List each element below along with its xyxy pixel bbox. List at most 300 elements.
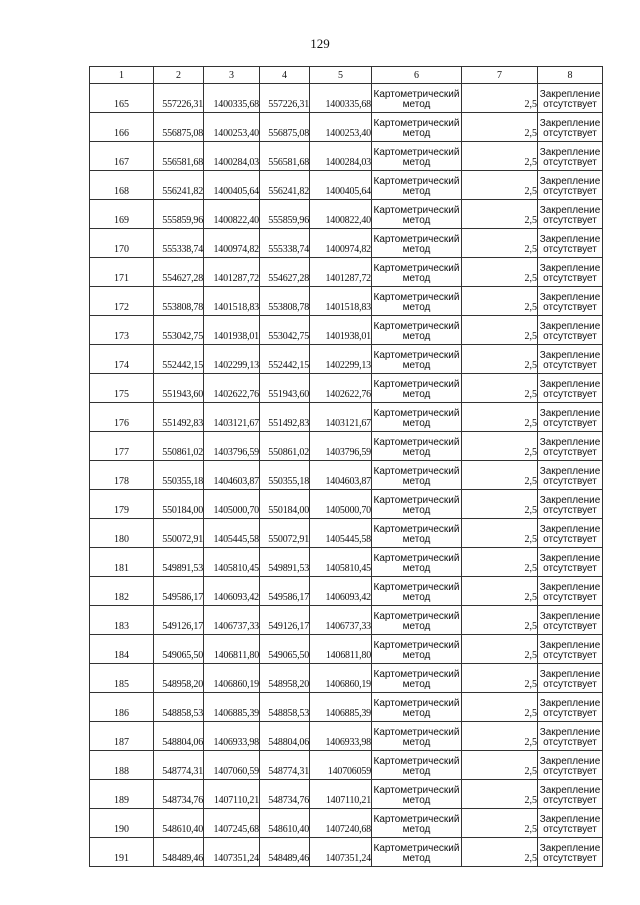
fixing-line-1: Закрепление (539, 669, 601, 680)
accuracy-cell: 2,5 (462, 780, 538, 809)
accuracy-cell: 2,5 (462, 693, 538, 722)
fixing-line-2: отсутствует (543, 766, 597, 777)
point-number: 188 (90, 751, 154, 780)
y-coordinate-cell-2: 1401938,01 (310, 316, 372, 345)
method-cell (372, 345, 462, 374)
y-coordinate-cell: 1401287,72 (204, 258, 260, 287)
accuracy-cell: 2,5 (462, 142, 538, 171)
accuracy-cell: 2,5 (462, 751, 538, 780)
accuracy-cell: 2,5 (462, 461, 538, 490)
x-coordinate-cell: 548489,46 (154, 838, 204, 867)
method-line-1: Картометрический (373, 205, 460, 216)
y-coordinate-cell: 1400822,40 (204, 200, 260, 229)
x-coordinate-cell: 556581,68 (154, 142, 204, 171)
method-cell (372, 403, 462, 432)
x-coordinate-cell: 548958,20 (154, 664, 204, 693)
x-coordinate-cell: 556875,08 (154, 113, 204, 142)
y-coordinate-cell: 1407060,59 (204, 751, 260, 780)
fixing-cell (538, 490, 603, 519)
fixing-cell (538, 345, 603, 374)
y-coordinate-cell: 1406811,80 (204, 635, 260, 664)
fixing-line-1: Закрепление (539, 524, 601, 535)
point-number: 169 (90, 200, 154, 229)
accuracy-cell: 2,5 (462, 287, 538, 316)
table-row (90, 664, 603, 693)
method-cell (372, 635, 462, 664)
y-coordinate-cell-2: 1406885,39 (310, 693, 372, 722)
y-coordinate-cell: 1405810,45 (204, 548, 260, 577)
table-row (90, 374, 603, 403)
point-number: 170 (90, 229, 154, 258)
x-coordinate-cell-2: 556875,08 (260, 113, 310, 142)
fixing-cell (538, 664, 603, 693)
x-coordinate-cell-2: 556241,82 (260, 171, 310, 200)
fixing-cell (538, 548, 603, 577)
accuracy-cell: 2,5 (462, 548, 538, 577)
fixing-cell (538, 751, 603, 780)
y-coordinate-cell-2: 1406933,98 (310, 722, 372, 751)
table-body (90, 84, 603, 867)
fixing-line-2: отсутствует (543, 679, 597, 690)
x-coordinate-cell: 555338,74 (154, 229, 204, 258)
x-coordinate-cell: 549891,53 (154, 548, 204, 577)
method-cell (372, 780, 462, 809)
fixing-line-2: отсутствует (543, 592, 597, 603)
accuracy-cell: 2,5 (462, 722, 538, 751)
header-cell-8: 8 (538, 67, 603, 84)
fixing-line-1: Закрепление (539, 727, 601, 738)
method-line-1: Картометрический (373, 466, 460, 477)
y-coordinate-cell-2: 1402622,76 (310, 374, 372, 403)
accuracy-cell: 2,5 (462, 171, 538, 200)
method-line-1: Картометрический (373, 843, 460, 854)
x-coordinate-cell-2: 551943,60 (260, 374, 310, 403)
point-number: 174 (90, 345, 154, 374)
point-number: 190 (90, 809, 154, 838)
fixing-line-1: Закрепление (539, 321, 601, 332)
fixing-line-2: отсутствует (543, 157, 597, 168)
x-coordinate-cell: 550072,91 (154, 519, 204, 548)
fixing-line-2: отсутствует (543, 273, 597, 284)
fixing-line-1: Закрепление (539, 89, 601, 100)
fixing-line-2: отсутствует (543, 853, 597, 864)
x-coordinate-cell: 553042,75 (154, 316, 204, 345)
method-cell (372, 606, 462, 635)
table-row (90, 635, 603, 664)
fixing-cell (538, 693, 603, 722)
x-coordinate-cell-2: 550861,02 (260, 432, 310, 461)
accuracy-cell: 2,5 (462, 606, 538, 635)
x-coordinate-cell-2: 549586,17 (260, 577, 310, 606)
point-number: 180 (90, 519, 154, 548)
fixing-cell (538, 171, 603, 200)
method-line-1: Картометрический (373, 408, 460, 419)
method-line-2: метод (402, 766, 431, 777)
table-row (90, 200, 603, 229)
y-coordinate-cell-2: 1401287,72 (310, 258, 372, 287)
accuracy-cell: 2,5 (462, 809, 538, 838)
fixing-cell (538, 432, 603, 461)
method-line-2: метод (402, 534, 431, 545)
table-row (90, 461, 603, 490)
accuracy-cell: 2,5 (462, 635, 538, 664)
fixing-line-2: отсутствует (543, 215, 597, 226)
y-coordinate-cell-2: 1405000,70 (310, 490, 372, 519)
x-coordinate-cell-2: 555338,74 (260, 229, 310, 258)
method-line-2: метод (402, 244, 431, 255)
x-coordinate-cell-2: 553042,75 (260, 316, 310, 345)
accuracy-cell: 2,5 (462, 229, 538, 258)
method-cell (372, 809, 462, 838)
method-line-1: Картометрический (373, 814, 460, 825)
table-row (90, 84, 603, 113)
method-line-2: метод (402, 447, 431, 458)
x-coordinate-cell-2: 549065,50 (260, 635, 310, 664)
method-cell (372, 200, 462, 229)
method-line-1: Картометрический (373, 524, 460, 535)
x-coordinate-cell-2: 548734,76 (260, 780, 310, 809)
fixing-line-2: отсутствует (543, 447, 597, 458)
method-cell (372, 838, 462, 867)
header-cell-6: 6 (372, 67, 462, 84)
x-coordinate-cell-2: 548610,40 (260, 809, 310, 838)
y-coordinate-cell-2: 1406737,33 (310, 606, 372, 635)
fixing-line-1: Закрепление (539, 350, 601, 361)
accuracy-cell: 2,5 (462, 316, 538, 345)
y-coordinate-cell-2: 1405810,45 (310, 548, 372, 577)
x-coordinate-cell: 550355,18 (154, 461, 204, 490)
x-coordinate-cell-2: 548804,06 (260, 722, 310, 751)
point-number: 179 (90, 490, 154, 519)
fixing-cell (538, 316, 603, 345)
method-line-1: Картометрический (373, 118, 460, 129)
point-number: 168 (90, 171, 154, 200)
fixing-line-2: отсутствует (543, 505, 597, 516)
fixing-cell (538, 838, 603, 867)
method-line-1: Картометрический (373, 785, 460, 796)
fixing-line-1: Закрепление (539, 495, 601, 506)
fixing-cell (538, 200, 603, 229)
method-line-1: Картометрический (373, 379, 460, 390)
fixing-cell (538, 577, 603, 606)
table-row (90, 345, 603, 374)
accuracy-cell: 2,5 (462, 345, 538, 374)
method-line-2: метод (402, 505, 431, 516)
method-line-2: метод (402, 737, 431, 748)
method-line-2: метод (402, 592, 431, 603)
point-number: 175 (90, 374, 154, 403)
x-coordinate-cell-2: 550072,91 (260, 519, 310, 548)
y-coordinate-cell-2: 1404603,87 (310, 461, 372, 490)
fixing-line-1: Закрепление (539, 263, 601, 274)
method-line-2: метод (402, 824, 431, 835)
fixing-cell (538, 229, 603, 258)
method-line-2: метод (402, 708, 431, 719)
method-line-2: метод (402, 418, 431, 429)
fixing-line-1: Закрепление (539, 814, 601, 825)
fixing-line-1: Закрепление (539, 640, 601, 651)
y-coordinate-cell: 1403121,67 (204, 403, 260, 432)
fixing-cell (538, 403, 603, 432)
method-cell (372, 548, 462, 577)
y-coordinate-cell-2: 1400822,40 (310, 200, 372, 229)
x-coordinate-cell: 552442,15 (154, 345, 204, 374)
table-row (90, 229, 603, 258)
header-cell-2: 2 (154, 67, 204, 84)
method-line-1: Картометрический (373, 553, 460, 564)
fixing-line-1: Закрепление (539, 756, 601, 767)
y-coordinate-cell-2: 1407240,68 (310, 809, 372, 838)
x-coordinate-cell-2: 556581,68 (260, 142, 310, 171)
y-coordinate-cell-2: 1401518,83 (310, 287, 372, 316)
x-coordinate-cell: 554627,28 (154, 258, 204, 287)
fixing-line-2: отсутствует (543, 621, 597, 632)
fixing-line-1: Закрепление (539, 176, 601, 187)
method-line-2: метод (402, 563, 431, 574)
point-number: 189 (90, 780, 154, 809)
method-cell (372, 171, 462, 200)
table-row (90, 113, 603, 142)
fixing-line-1: Закрепление (539, 553, 601, 564)
table-row (90, 258, 603, 287)
method-cell (372, 113, 462, 142)
header-cell-5: 5 (310, 67, 372, 84)
fixing-line-1: Закрепление (539, 408, 601, 419)
method-line-1: Картометрический (373, 582, 460, 593)
point-number: 182 (90, 577, 154, 606)
point-number: 166 (90, 113, 154, 142)
x-coordinate-cell: 549126,17 (154, 606, 204, 635)
y-coordinate-cell-2: 1400974,82 (310, 229, 372, 258)
x-coordinate-cell: 551492,83 (154, 403, 204, 432)
y-coordinate-cell: 1400284,03 (204, 142, 260, 171)
point-number: 167 (90, 142, 154, 171)
y-coordinate-cell: 1403796,59 (204, 432, 260, 461)
method-cell (372, 751, 462, 780)
x-coordinate-cell-2: 555859,96 (260, 200, 310, 229)
method-cell (372, 490, 462, 519)
y-coordinate-cell-2: 1403796,59 (310, 432, 372, 461)
table-row (90, 171, 603, 200)
point-number: 165 (90, 84, 154, 113)
page-number: 129 (310, 36, 330, 51)
point-number: 186 (90, 693, 154, 722)
fixing-cell (538, 722, 603, 751)
method-line-1: Картометрический (373, 727, 460, 738)
fixing-cell (538, 461, 603, 490)
method-cell (372, 519, 462, 548)
fixing-line-1: Закрепление (539, 234, 601, 245)
point-number: 181 (90, 548, 154, 577)
x-coordinate-cell-2: 548958,20 (260, 664, 310, 693)
method-line-1: Картометрический (373, 147, 460, 158)
y-coordinate-cell: 1407351,24 (204, 838, 260, 867)
y-coordinate-cell-2: 1400405,64 (310, 171, 372, 200)
fixing-line-2: отсутствует (543, 563, 597, 574)
y-coordinate-cell-2: 1400284,03 (310, 142, 372, 171)
y-coordinate-cell: 1400405,64 (204, 171, 260, 200)
point-number: 171 (90, 258, 154, 287)
y-coordinate-cell-2: 1402299,13 (310, 345, 372, 374)
method-line-2: метод (402, 157, 431, 168)
table-row (90, 519, 603, 548)
accuracy-cell: 2,5 (462, 490, 538, 519)
method-cell (372, 258, 462, 287)
fixing-line-1: Закрепление (539, 785, 601, 796)
x-coordinate-cell: 548734,76 (154, 780, 204, 809)
table-row (90, 693, 603, 722)
fixing-cell (538, 780, 603, 809)
fixing-line-1: Закрепление (539, 118, 601, 129)
method-line-2: метод (402, 650, 431, 661)
header-cell-1: 1 (90, 67, 154, 84)
table-row (90, 751, 603, 780)
method-line-1: Картометрический (373, 640, 460, 651)
table-row (90, 403, 603, 432)
point-number: 173 (90, 316, 154, 345)
x-coordinate-cell-2: 552442,15 (260, 345, 310, 374)
x-coordinate-cell: 548774,31 (154, 751, 204, 780)
fixing-line-2: отсутствует (543, 795, 597, 806)
x-coordinate-cell-2: 550184,00 (260, 490, 310, 519)
method-cell (372, 693, 462, 722)
method-line-2: метод (402, 215, 431, 226)
point-number: 176 (90, 403, 154, 432)
x-coordinate-cell-2: 551492,83 (260, 403, 310, 432)
x-coordinate-cell-2: 548489,46 (260, 838, 310, 867)
y-coordinate-cell: 1406093,42 (204, 577, 260, 606)
y-coordinate-cell: 1405000,70 (204, 490, 260, 519)
method-line-2: метод (402, 853, 431, 864)
fixing-cell (538, 113, 603, 142)
method-cell (372, 577, 462, 606)
y-coordinate-cell: 1406860,19 (204, 664, 260, 693)
fixing-line-2: отсутствует (543, 128, 597, 139)
method-line-1: Картометрический (373, 611, 460, 622)
fixing-cell (538, 519, 603, 548)
method-line-2: метод (402, 476, 431, 487)
method-line-1: Картометрический (373, 437, 460, 448)
method-line-2: метод (402, 389, 431, 400)
y-coordinate-cell: 1406885,39 (204, 693, 260, 722)
fixing-line-2: отсутствует (543, 534, 597, 545)
fixing-cell (538, 142, 603, 171)
y-coordinate-cell: 1402622,76 (204, 374, 260, 403)
table-row (90, 432, 603, 461)
y-coordinate-cell: 1406933,98 (204, 722, 260, 751)
point-number: 177 (90, 432, 154, 461)
x-coordinate-cell: 555859,96 (154, 200, 204, 229)
y-coordinate-cell-2: 1407351,24 (310, 838, 372, 867)
method-line-2: метод (402, 273, 431, 284)
accuracy-cell: 2,5 (462, 200, 538, 229)
fixing-cell (538, 374, 603, 403)
y-coordinate-cell: 1401938,01 (204, 316, 260, 345)
point-number: 172 (90, 287, 154, 316)
y-coordinate-cell-2: 1407110,21 (310, 780, 372, 809)
fixing-cell (538, 606, 603, 635)
method-line-1: Картометрический (373, 698, 460, 709)
y-coordinate-cell-2: 140706059 (310, 751, 372, 780)
table-row (90, 548, 603, 577)
x-coordinate-cell-2: 548858,53 (260, 693, 310, 722)
header-cell-4: 4 (260, 67, 310, 84)
fixing-line-2: отсутствует (543, 99, 597, 110)
x-coordinate-cell: 548858,53 (154, 693, 204, 722)
x-coordinate-cell-2: 548774,31 (260, 751, 310, 780)
x-coordinate-cell-2: 557226,31 (260, 84, 310, 113)
accuracy-cell: 2,5 (462, 577, 538, 606)
accuracy-cell: 2,5 (462, 432, 538, 461)
table-row (90, 722, 603, 751)
accuracy-cell: 2,5 (462, 519, 538, 548)
method-line-2: метод (402, 795, 431, 806)
table-row (90, 490, 603, 519)
x-coordinate-cell-2: 553808,78 (260, 287, 310, 316)
table-row (90, 809, 603, 838)
method-line-2: метод (402, 621, 431, 632)
method-line-2: метод (402, 679, 431, 690)
point-number: 183 (90, 606, 154, 635)
fixing-line-2: отсутствует (543, 302, 597, 313)
accuracy-cell: 2,5 (462, 838, 538, 867)
method-line-1: Картометрический (373, 263, 460, 274)
method-line-2: метод (402, 302, 431, 313)
y-coordinate-cell-2: 1400335,68 (310, 84, 372, 113)
accuracy-cell: 2,5 (462, 374, 538, 403)
x-coordinate-cell: 557226,31 (154, 84, 204, 113)
method-line-1: Картометрический (373, 495, 460, 506)
method-cell (372, 287, 462, 316)
x-coordinate-cell: 556241,82 (154, 171, 204, 200)
fixing-line-2: отсутствует (543, 418, 597, 429)
fixing-line-1: Закрепление (539, 379, 601, 390)
header-cell-7: 7 (462, 67, 538, 84)
method-cell (372, 664, 462, 693)
y-coordinate-cell: 1404603,87 (204, 461, 260, 490)
fixing-line-1: Закрепление (539, 611, 601, 622)
fixing-line-2: отсутствует (543, 650, 597, 661)
fixing-line-2: отсутствует (543, 476, 597, 487)
y-coordinate-cell-2: 1403121,67 (310, 403, 372, 432)
fixing-line-2: отсутствует (543, 331, 597, 342)
x-coordinate-cell: 549586,17 (154, 577, 204, 606)
point-number: 191 (90, 838, 154, 867)
y-coordinate-cell: 1406737,33 (204, 606, 260, 635)
point-number: 184 (90, 635, 154, 664)
fixing-line-2: отсутствует (543, 360, 597, 371)
fixing-line-2: отсутствует (543, 244, 597, 255)
method-cell (372, 84, 462, 113)
method-cell (372, 142, 462, 171)
fixing-cell (538, 84, 603, 113)
method-line-1: Картометрический (373, 176, 460, 187)
method-line-1: Картометрический (373, 234, 460, 245)
accuracy-cell: 2,5 (462, 113, 538, 142)
coordinates-table (89, 66, 603, 867)
x-coordinate-cell-2: 554627,28 (260, 258, 310, 287)
x-coordinate-cell-2: 549891,53 (260, 548, 310, 577)
fixing-line-2: отсутствует (543, 824, 597, 835)
y-coordinate-cell-2: 1406860,19 (310, 664, 372, 693)
fixing-line-1: Закрепление (539, 582, 601, 593)
y-coordinate-cell: 1407245,68 (204, 809, 260, 838)
x-coordinate-cell: 550861,02 (154, 432, 204, 461)
fixing-cell (538, 287, 603, 316)
fixing-cell (538, 258, 603, 287)
y-coordinate-cell: 1407110,21 (204, 780, 260, 809)
y-coordinate-cell: 1400974,82 (204, 229, 260, 258)
